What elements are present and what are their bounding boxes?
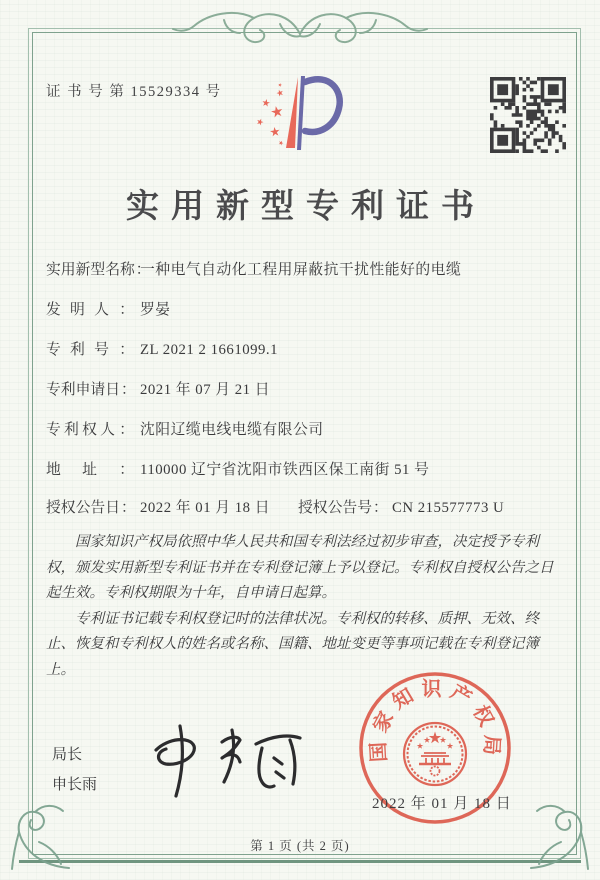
field-label: 授权公告号 ：	[298, 496, 386, 517]
field-row-inventor	[46, 298, 560, 319]
field-label: 专利号 ：	[46, 338, 134, 359]
seal-date: 2022 年 01 月 18 日	[372, 796, 512, 812]
field-value: 沈阳辽缆电线电缆有限公司	[140, 422, 324, 438]
top-flourish-ornament	[170, 6, 430, 54]
cnipa-logo-icon	[243, 70, 353, 162]
field-row-patent-number	[46, 338, 560, 359]
field-label: 地址 ：	[46, 458, 134, 479]
field-row-filing-date	[46, 378, 560, 399]
field-value: CN 215577773 U	[392, 500, 505, 516]
field-label: 授权公告日 ：	[46, 496, 134, 517]
seal-ring-text: 国家知识产权局	[367, 678, 503, 763]
field-row-grant	[46, 496, 560, 517]
field-value: 一种电气自动化工程用屏蔽抗干扰性能好的电缆	[140, 262, 462, 278]
legal-paragraph-2: 专利证书记载专利权登记时的法律状况。专利权的转移、质押、无效、终止、恢复和专利权人的姓名或名称、国籍、地址变更等事项记载在专利登记簿上。	[46, 610, 539, 678]
field-value: ZL 2021 2 1661099.1	[140, 342, 279, 358]
field-label: 发明人 ：	[46, 298, 134, 319]
signer-block	[52, 740, 97, 800]
signer-title: 局长	[52, 747, 83, 763]
field-label: 专利申请日 ：	[46, 378, 134, 399]
qr-code-icon	[490, 77, 566, 153]
field-row-patentee	[46, 418, 560, 439]
legal-paragraph-1: 国家知识产权局依照中华人民共和国专利法经过初步审查，决定授予专利权，颁发实用新型专利证书并在专利登记簿上予以登记。专利权自授权公告之日起生效。专利权期限为十年，自申请日起算。	[46, 534, 554, 602]
certificate-title: 实用新型专利证书	[126, 189, 486, 225]
national-emblem-icon	[404, 723, 466, 785]
field-label: 专利权人 ：	[46, 418, 134, 439]
field-row-address	[46, 458, 560, 479]
field-value: 110000 辽宁省沈阳市铁西区保工南街 51 号	[140, 462, 430, 478]
field-value: 2021 年 07 月 21 日	[140, 382, 271, 398]
field-value: 罗晏	[140, 302, 171, 318]
commissioner-signature	[138, 714, 318, 804]
field-row-name	[46, 258, 560, 279]
field-value: 2022 年 01 月 18 日	[140, 500, 271, 516]
field-label: 实用新型名称 ：	[46, 258, 134, 279]
grant-number-group	[298, 496, 504, 517]
certificate-number: 证 书 号 第 15529334 号	[46, 84, 222, 100]
signer-name: 申长雨	[52, 777, 98, 793]
bottom-thick-rule	[19, 860, 581, 864]
legal-text-block	[46, 530, 558, 683]
page-number-footer: 第 1 页 (共 2 页)	[250, 839, 350, 853]
